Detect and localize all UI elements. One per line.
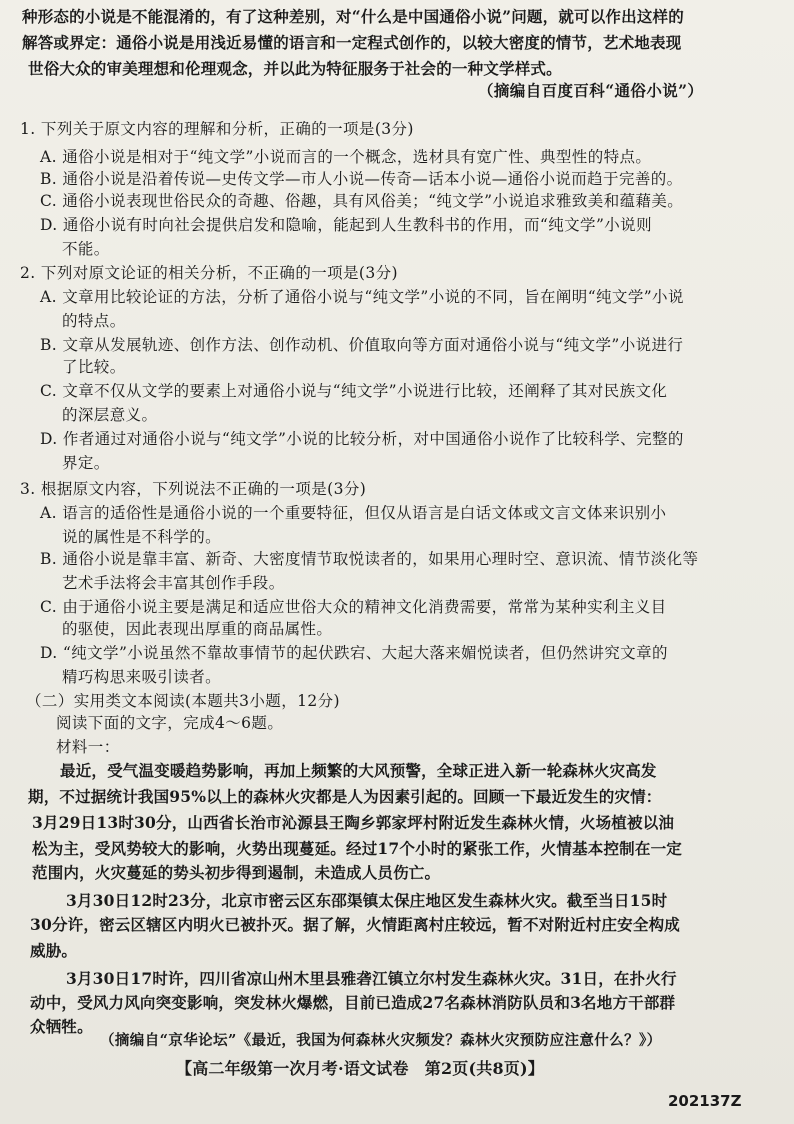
q3-option-a: A. 语言的适俗性是通俗小说的一个重要特征，但仅从语言是白话文体或文言文体来识别小 [40,504,667,522]
question-3-stem: 3. 根据原文内容，下列说法不正确的一项是(3分) [20,480,367,498]
material-line: 期，不过据统计我国95%以上的森林火灾都是人为因素引起的。回顾一下最近发生的灾情： [28,787,662,806]
material-line: 3月29日13时30分，山西省长治市沁源县王陶乡郭家坪村附近发生森林火情，火场植被以油 [32,813,675,832]
passage-line: 种形态的小说是不能混淆的，有了这种差别，对“什么是中国通俗小说”问题，就可以作出这样的 [22,7,684,26]
material-line: 松为主，受风势较大的影响，火势出现蔓延。经过17个小时的紧张工作，火情基本控制在一定 [32,839,682,858]
passage-line: 世俗大众的审美理想和伦理观念，并以此为特征服务于社会的一种文学样式。 [28,59,562,78]
q1-option-b: B. 通俗小说是沿着传说—史传文学—市人小说—传奇—话本小说—通俗小说而趋于完善的。 [40,170,683,188]
exam-code: 202137Z [668,1092,742,1110]
material-line: 最近，受气温变暖趋势影响，再加上频繁的大风预警，全球正进入新一轮森林火灾高发 [60,761,657,780]
section-heading: （二）实用类文本阅读(本题共3小题，12分) [26,692,340,710]
q1-option-a: A. 通俗小说是相对于“纯文学”小说而言的一个概念，选材具有宽广性、典型性的特点。 [40,148,652,166]
passage-source: （摘编自百度百科“通俗小说”） [478,81,704,100]
question-1-stem: 1. 下列关于原文内容的理解和分析，正确的一项是(3分) [20,120,414,138]
material-label: 材料一： [56,738,120,756]
q2-option-a: A. 文章用比较论证的方法，分析了通俗小说与“纯文学”小说的不同，旨在阐明“纯文学”小说 [40,288,684,306]
material-line: 威胁。 [30,941,78,960]
q3-option-b-cont: 艺术手法将会丰富其创作手段。 [62,574,285,592]
page-footer: 【高二年级第一次月考·语文试卷 第2页(共8页)】 [176,1059,544,1078]
passage-line: 解答或界定：通俗小说是用浅近易懂的语言和一定程式创作的，以较大密度的情节，艺术地表现 [22,33,682,52]
q2-option-c-cont: 的深层意义。 [62,406,158,424]
q2-option-a-cont: 的特点。 [62,312,126,330]
material-line: 范围内，火灾蔓延的势头初步得到遏制，未造成人员伤亡。 [32,863,441,882]
q3-option-d: D. “纯文学”小说虽然不靠故事情节的起伏跌宕、大起大落来媚悦读者，但仍然讲究文章的 [40,644,668,662]
q3-option-b: B. 通俗小说是靠丰富、新奇、大密度情节取悦读者的，如果用心理时空、意识流、情节淡化等 [40,550,699,568]
material-line: 30分许，密云区辖区内明火已被扑灭。据了解，火情距离村庄较远，暂不对附近村庄安全构成 [30,915,680,934]
section-instruction: 阅读下面的文字，完成4～6题。 [56,714,284,732]
question-2-stem: 2. 下列对原文论证的相关分析，不正确的一项是(3分) [20,264,398,282]
q3-option-d-cont: 精巧构思来吸引读者。 [62,668,222,686]
q2-option-c: C. 文章不仅从文学的要素上对通俗小说与“纯文学”小说进行比较，还阐释了其对民族文化 [40,382,668,400]
q2-option-b-cont: 了比较。 [62,358,126,376]
q3-option-a-cont: 说的属性是不科学的。 [62,528,222,546]
q3-option-c-cont: 的驱使，因此表现出厚重的商品属性。 [62,620,333,638]
q3-option-c: C. 由于通俗小说主要是满足和适应世俗大众的精神文化消费需要，常常为某种实利主义目 [40,598,667,616]
q2-option-d-cont: 界定。 [62,454,110,472]
q1-option-c: C. 通俗小说表现世俗民众的奇趣、俗趣，具有风俗美；“纯文学”小说追求雅致美和蕴藉美。 [40,192,684,210]
material-source: （摘编自“京华论坛”《最近，我国为何森林火灾频发？森林火灾预防应注意什么？》） [100,1032,662,1049]
material-line: 动中，受风力风向突变影响，突发林火爆燃，目前已造成27名森林消防队员和3名地方干部群 [30,993,676,1012]
material-line: 众牺牲。 [30,1017,93,1036]
material-line: 3月30日17时许，四川省凉山州木里县雅砻江镇立尔村发生森林火灾。31日，在扑火行 [66,969,677,988]
q2-option-d: D. 作者通过对通俗小说与“纯文学”小说的比较分析，对中国通俗小说作了比较科学、完整的 [40,430,684,448]
q2-option-b: B. 文章从发展轨迹、创作方法、创作动机、价值取向等方面对通俗小说与“纯文学”小说进行 [40,336,684,354]
q1-option-d-cont: 不能。 [62,240,110,258]
material-line: 3月30日12时23分，北京市密云区东邵渠镇太保庄地区发生森林火灾。截至当日15时 [66,891,668,910]
q1-option-d: D. 通俗小说有时向社会提供启发和隐喻，能起到人生教科书的作用，而“纯文学”小说则 [40,216,652,234]
